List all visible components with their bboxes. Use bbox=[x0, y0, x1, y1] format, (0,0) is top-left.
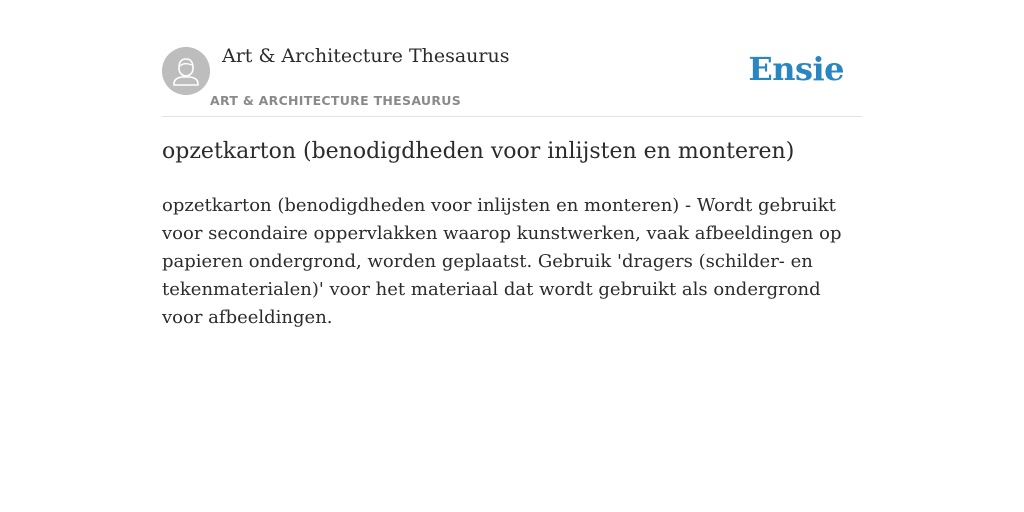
header bbox=[162, 40, 862, 117]
author-name[interactable]: Art & Architecture Thesaurus bbox=[222, 45, 510, 67]
author-subtitle: ART & ARCHITECTURE THESAURUS bbox=[210, 93, 462, 108]
user-avatar-icon[interactable] bbox=[162, 47, 210, 95]
brand-logo[interactable]: Ensie bbox=[748, 50, 844, 88]
definition-text: opzetkarton (benodigdheden voor inlijsten en monteren) - Wordt gebruikt voor secondaire oppervlakken waarop kunstwerken, vaak afbeeldingen op papieren ondergrond, worden geplaatst. Gebruik 'dragers (schilder- en tekenmaterialen)' voor het materiaal dat wordt gebruikt als ondergrond voor afbeeldingen. bbox=[162, 195, 842, 328]
page-title: opzetkarton (benodigdheden voor inlijsten en monteren) bbox=[162, 139, 795, 164]
